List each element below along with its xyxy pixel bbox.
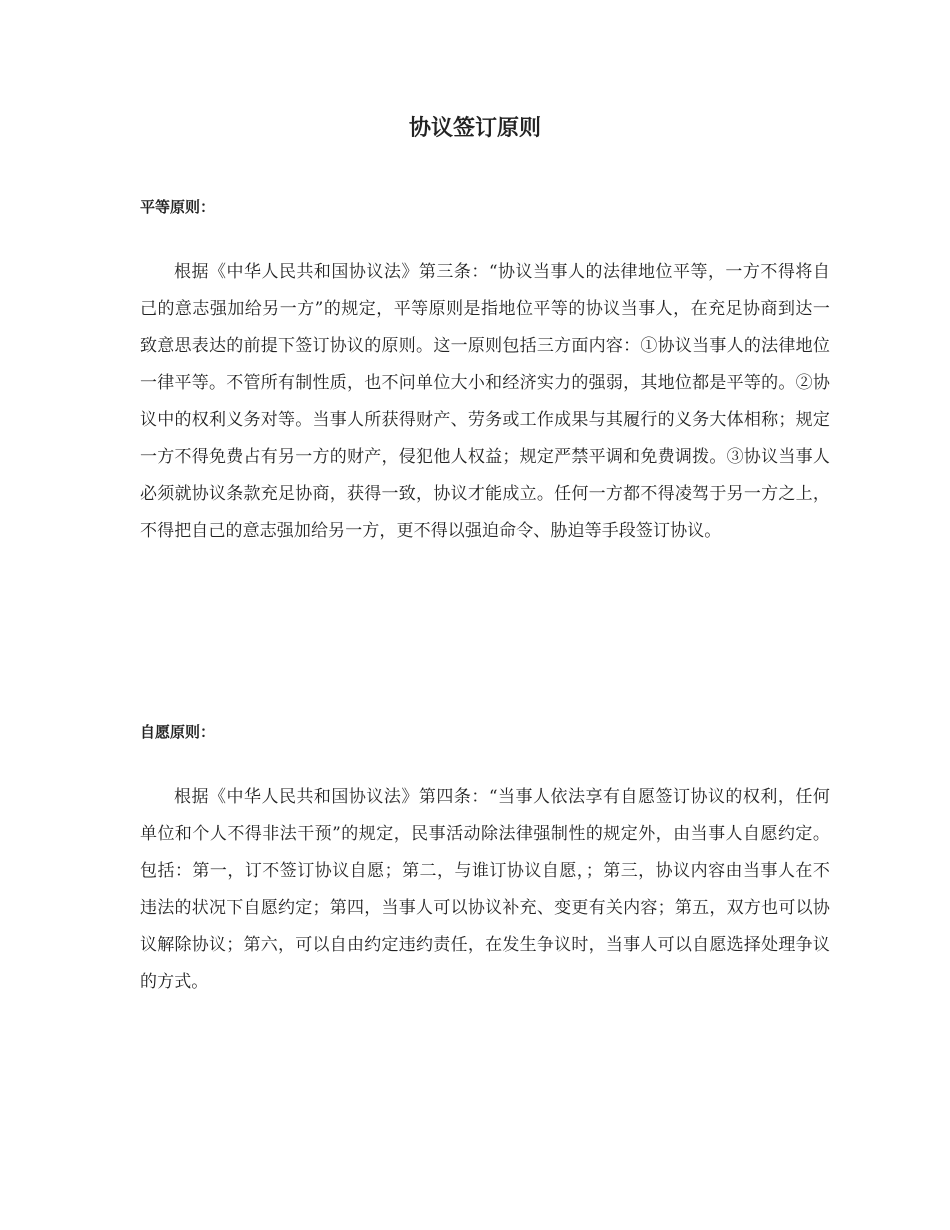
section-body-equality: 根据《中华人民共和国协议法》第三条：“协议当事人的法律地位平等，一方不得将自己的意志强加给另一方”的规定，平等原则是指地位平等的协议当事人，在充足协商到达一致意思表达的前提下签订协议的原则。这一原则包括三方面内容：①协议当事人的法律地位一律平等。不管所有制性质，也不问单位大小和经济实力的强弱，其地位都是平等的。②协议中的权利义务对等。当事人所获得财产、劳务或工作成果与其履行的义务大体相称；规定一方不得免费占有另一方的财产，侵犯他人权益；规定严禁平调和免费调拨。③协议当事人必须就协议条款充足协商，获得一致，协议才能成立。任何一方都不得凌驾于另一方之上，不得把自己的意志强加给另一方，更不得以强迫命令、胁迫等手段签订协议。	[140, 262, 830, 541]
section-heading-voluntary: 自愿原则：	[140, 723, 216, 741]
section-heading-equality: 平等原则：	[140, 198, 216, 216]
document-title: 协议签订原则	[408, 115, 541, 141]
section-body-voluntary: 根据《中华人民共和国协议法》第四条：“当事人依法享有自愿签订协议的权利，任何单位和个人不得非法干预”的规定，民事活动除法律强制性的规定外，由当事人自愿约定。包括：第一，订不签订协议自愿；第二，与谁订协议自愿，；第三，协议内容由当事人在不违法的状况下自愿约定；第四，当事人可以协议补充、变更有关内容；第五，双方也可以协议解除协议；第六，可以自由约定违约责任，在发生争议时，当事人可以自愿选择处理争议的方式。	[140, 787, 830, 992]
